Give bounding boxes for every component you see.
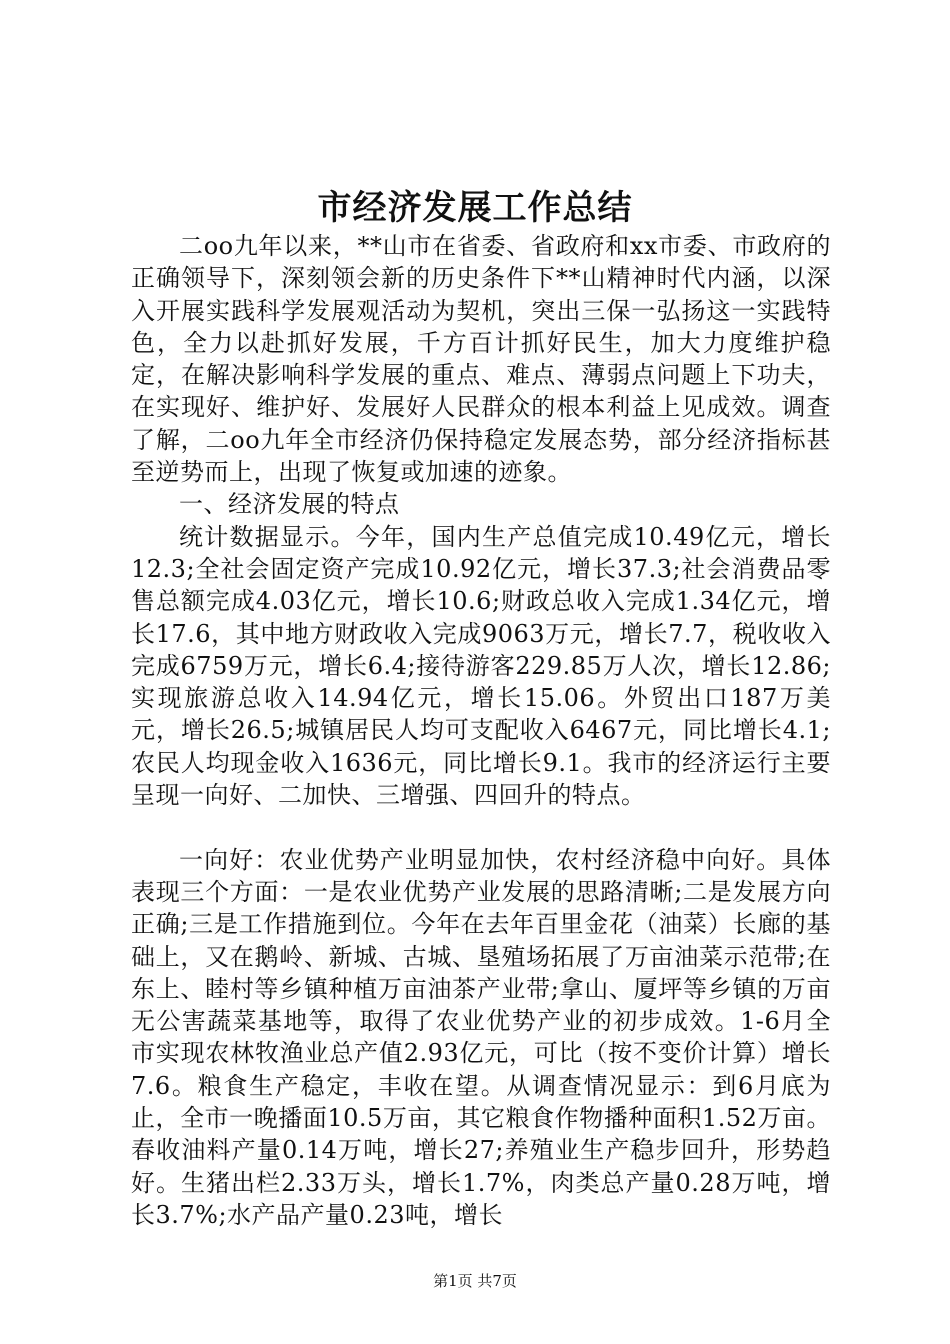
section-heading: 一、经济发展的特点: [179, 490, 400, 519]
paragraph-intro: 二oo九年以来，**山市在省委、省政府和xx市委、市政府的正确领导下，深刻领会新的历史条件下**山精神时代内涵，以深入开展实践科学发展观活动为契机，突出三保一弘扬这一实践特色，全力以赴抓好发展，千方百计抓好民生，加大力度维护稳定，在解决影响科学发展的重点、难点、薄弱点问题上下功夫，在实现好、维护好、发展好人民群众的根本利益上见成效。调查了解，二oo九年全市经济仍保持稳定发展态势，部分经济指标甚至逆势而上，出现了恢复或加速的迹象。: [131, 232, 831, 487]
page-footer: 第1页 共7页: [433, 1272, 517, 1290]
paragraph-statistics: 统计数据显示。今年，国内生产总值完成10.49亿元，增长12.3;全社会固定资产完成10.92亿元，增长37.3;社会消费品零售总额完成4.03亿元，增长10.6;财政总收入完成1.34亿元，增长17.6，其中地方财政收入完成9063万元，增长7.7，税收收入完成6759万元，增长6.4;接待游客229.85万人次，增长12.86;实现旅游总收入14.94亿元，增长15.06。外贸出口187万美元，增长26.5;城镇居民人均可支配收入6467元，同比增长4.1;农民人均现金收入1636元，同比增长9.1。我市的经济运行主要呈现一向好、二加快、三增强、四回升的特点。: [131, 522, 831, 810]
document-title: 市经济发展工作总结: [317, 188, 633, 228]
paragraph-agriculture: 一向好：农业优势产业明显加快，农村经济稳中向好。具体表现三个方面：一是农业优势产业发展的思路清晰;二是发展方向正确;三是工作措施到位。今年在去年百里金花（油菜）长廊的基础上，又在鹅岭、新城、古城、垦殖场拓展了万亩油菜示范带;在东上、睦村等乡镇种植万亩油茶产业带;拿山、厦坪等乡镇的万亩无公害蔬菜基地等，取得了农业优势产业的初步成效。1-6月全市实现农林牧渔业总产值2.93亿元，可比（按不变价计算）增长7.6。粮食生产稳定，丰收在望。从调查情况显示：到6月底为止，全市一晚播面10.5万亩，其它粮食作物播种面积1.52万亩。春收油料产量0.14万吨，增长27;养殖业生产稳步回升，形势趋好。生猪出栏2.33万头，增长1.7%，肉类总产量0.28万吨，增长3.7%;水产品产量0.23吨，增长: [131, 845, 831, 1229]
document-body: [131, 230, 831, 1231]
paragraph-spacer: [131, 811, 831, 843]
